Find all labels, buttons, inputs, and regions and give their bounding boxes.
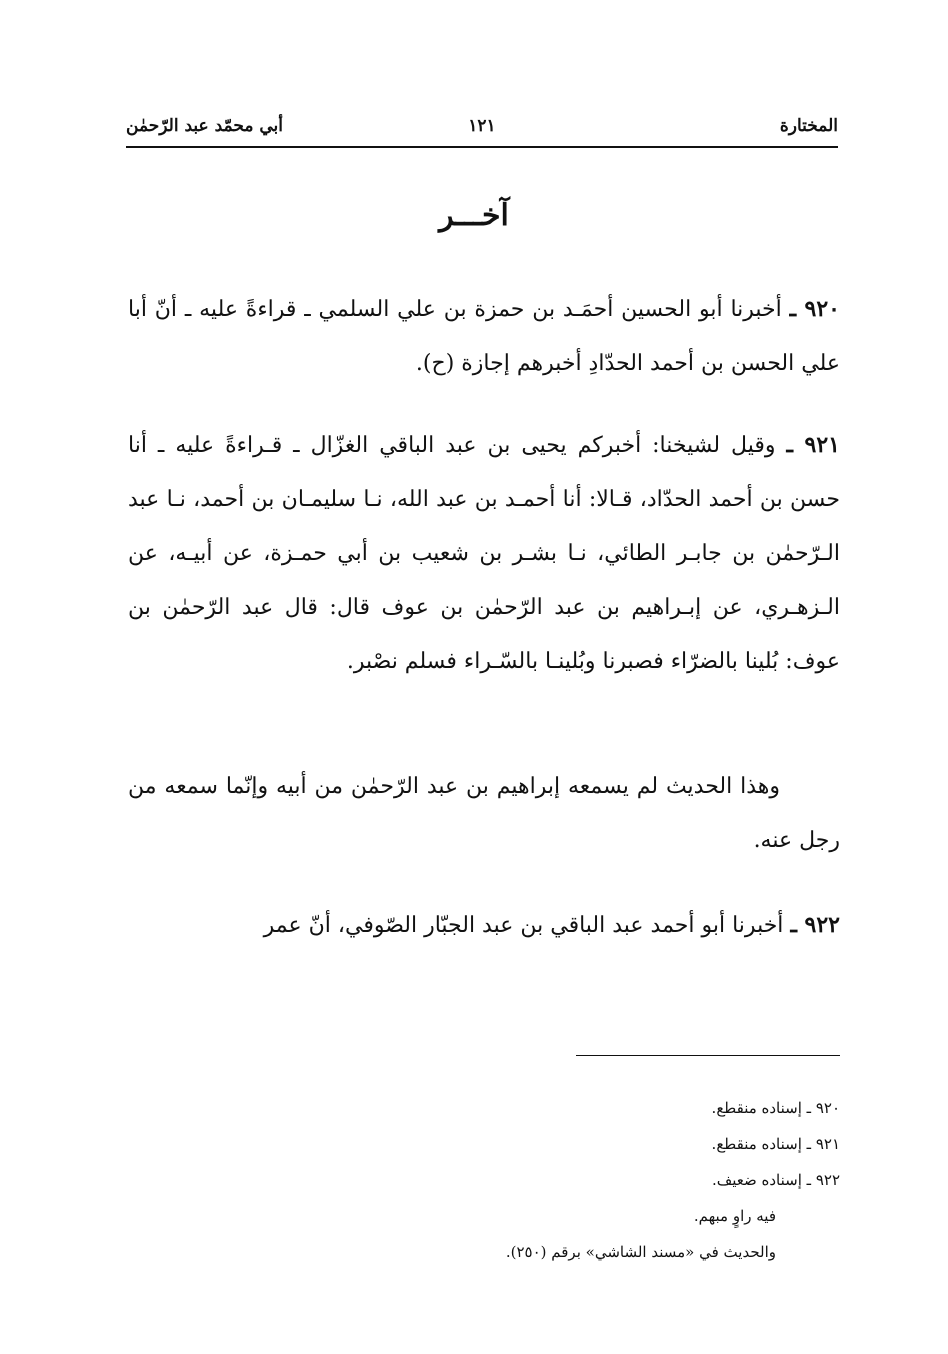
header-book-title: المختارة xyxy=(779,116,838,136)
running-header xyxy=(126,116,838,148)
commentary-paragraph: وهذا الحديث لم يسمعه إبراهيم بن عبد الرّحمٰن من أبيه وإنّما سمعه من رجل عنه. xyxy=(128,774,840,853)
footnote-922: ٩٢٢ ـ إسناده ضعيف. xyxy=(711,1171,840,1189)
hadith-text: وقيل لشيخنا: أخبركم يحيى بن عبد الباقي الغزّال ـ قـراءةً عليه ـ أنا حسن بن أحمد الحدّاد، قـالا: أنا أحمـد بن عبد الله، نـا سليمـان بن أحمد، نـا عبد الـرّحمٰن بن جابـر الطائي، نـا بشـر بن شعيب بن أبي حمـزة، عن أبيـه، عن الـزهـري، عن إبـراهيم بن عبد الرّحمٰن بن عوف قال: قال عبد الرّحمٰن بن عوف: بُلينا بالضرّاء فصبرنا وبُلينـا بالسّـراء فسلم نصْبر. xyxy=(128,433,840,674)
hadith-text: أخبرنا أبو أحمد عبد الباقي بن عبد الجبّار الصّوفي، أنّ عمر xyxy=(263,913,784,938)
section-title: آخـــر xyxy=(439,198,509,233)
hadith-text: أخبرنا أبو الحسين أحمَـد بن حمزة بن علي السلمي ـ قراءةً عليه ـ أنّ أبا علي الحسن بن أحمد الحدّادِ أخبرهم إجازة (ح). xyxy=(128,297,840,376)
page-number: ١٢١ xyxy=(468,116,496,136)
hadith-920 xyxy=(128,282,840,391)
hadith-922 xyxy=(128,898,840,953)
footnote-922-reference: والحديث في «مسند الشاشي» برقم (٢٥٠). xyxy=(505,1243,776,1261)
hadith-921 xyxy=(128,418,840,689)
footnote-divider xyxy=(576,1055,840,1056)
header-author: أبي محمّد عبد الرّحمٰن xyxy=(126,116,283,136)
hadith-number: ٩٢٠ ـ xyxy=(789,296,840,322)
hadith-number: ٩٢٢ ـ xyxy=(790,912,840,938)
footnote-922-detail: فيه راوٍ مبهم. xyxy=(693,1207,776,1225)
footnote-921: ٩٢١ ـ إسناده منقطع. xyxy=(711,1135,840,1153)
footnote-920: ٩٢٠ ـ إسناده منقطع. xyxy=(711,1099,840,1117)
hadith-number: ٩٢١ ـ xyxy=(786,432,840,458)
footnotes xyxy=(340,1090,840,1270)
